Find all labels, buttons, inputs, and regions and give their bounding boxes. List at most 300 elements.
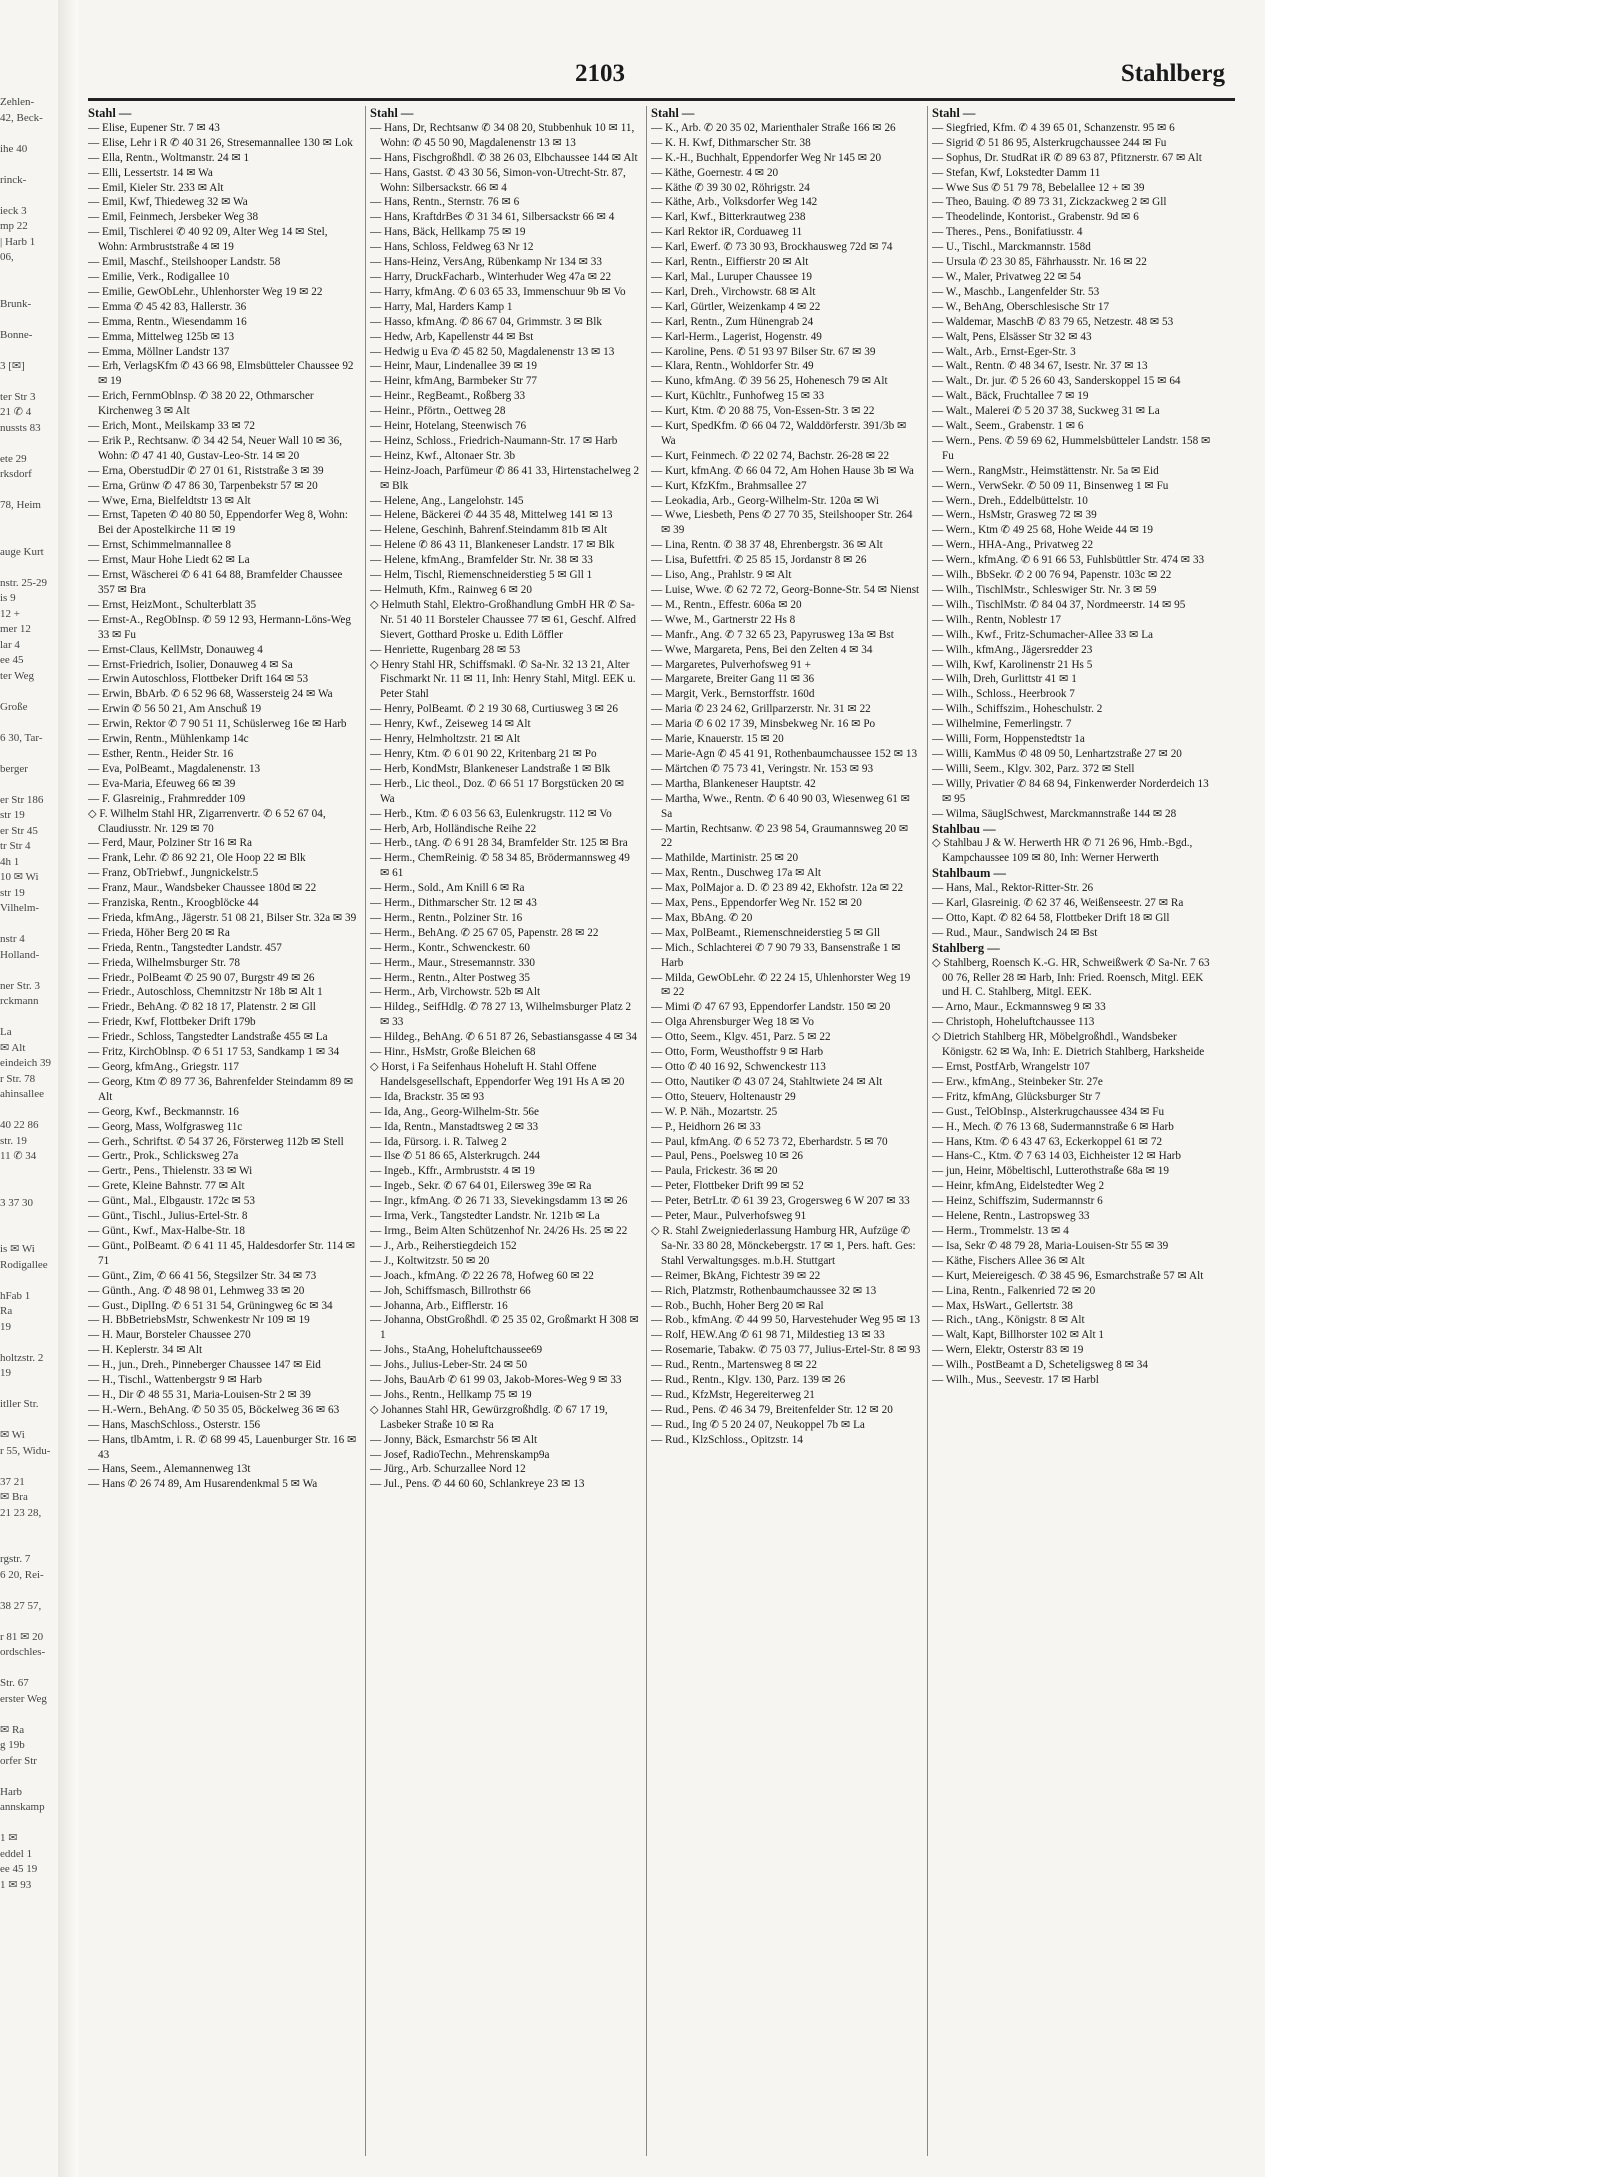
directory-entry: — J., Arb., Reiherstiegdeich 152 [370,1239,517,1252]
directory-entry: — Hans, Seem., Alemannenweg 13t [88,1463,251,1476]
directory-entry: — Rob., kfmAng. ✆ 44 99 50, Harvestehuder Weg 95 ✉ 13 [651,1314,921,1327]
directory-entry: — Wilh., Schiffszim., Hoheschulstr. 2 [932,703,1103,716]
directory-entry: — Heinz, Kwf., Altonaer Str. 3b [370,449,516,462]
previous-page-line [0,1413,52,1429]
previous-page-line [0,1521,52,1537]
directory-entry: — Kurt, Feinmech. ✆ 22 02 74, Bachstr. 26-28 ✉ 22 [651,449,890,462]
directory-entry: — Erwin, BbArb. ✆ 6 52 96 68, Wassersteig 24 ✉ Wa [88,688,333,701]
directory-entry: — Frieda, kfmAng., Jägerstr. 51 08 21, Bilser Str. 32a ✉ 39 [88,911,357,924]
directory-entry: — Henry, PolBeamt. ✆ 2 19 30 68, Curtiusweg 3 ✉ 26 [370,703,618,716]
directory-entry: — Henriette, Rugenbarg 28 ✉ 53 [370,643,521,656]
directory-entry: — Günt., Zim, ✆ 66 41 56, Stegsilzer Str. 34 ✉ 73 [88,1269,317,1282]
previous-page-line [0,917,52,933]
previous-page-line: ✉ Bra [0,1491,28,1503]
previous-page-line: Zehlen- [0,96,35,108]
previous-page-line: 6 20, Rei- [0,1568,44,1581]
previous-page-line: orfer Str [0,1754,37,1767]
directory-entry: — Lina, Rentn. ✆ 38 37 48, Ehrenbergstr. 36 ✉ Alt [651,539,883,552]
previous-page-line: nstr. 25-29 [0,576,48,589]
previous-page-line [0,1816,52,1832]
directory-entry: — J., Koltwitzstr. 50 ✉ 20 [370,1254,490,1267]
directory-entry: — Herb., Lic theol., Doz. ✆ 66 51 17 Borgstücken 20 ✉ Wa [370,777,625,805]
previous-page-line: r Str. 78 [0,1072,36,1085]
directory-entry: — Wilh., Kwf., Fritz-Schumacher-Allee 33 ✉ La [932,628,1153,641]
previous-page-line: 10 ✉ Wi [0,871,39,883]
directory-entry: — Friedr, Kwf, Flottbeker Drift 179b [88,1016,256,1029]
directory-entry: — Klara, Rentn., Wohldorfer Str. 49 [651,360,814,373]
directory-entry: — Ernst-A., RegObInsp. ✆ 59 12 93, Hermann-Löns-Weg 33 ✉ Fu [88,613,351,641]
directory-entry: — Gust., TelObInsp., Alsterkrugchaussee 434 ✉ Fu [932,1105,1165,1118]
directory-entry: — Hans, Fischgroßhdl. ✆ 38 26 03, Elbchaussee 144 ✉ Alt [370,151,638,164]
directory-entry: — Karl, Rentn., Zum Hünengrab 24 [651,315,814,328]
previous-page-line: | Harb 1 [0,235,36,248]
directory-entry: — Wwe, Liesbeth, Pens ✆ 27 70 35, Steilshooper Str. 264 ✉ 39 [651,509,913,537]
previous-page-line: 11 ✆ 34 [0,1150,37,1162]
directory-entry: — Wilh., Mus., Seevestr. 17 ✉ Harbl [932,1374,1099,1387]
directory-entry: — Günt., Kwf., Max-Halbe-Str. 18 [88,1224,245,1237]
previous-page-line: annskamp [0,1801,45,1813]
previous-page-line: rgstr. 7 [0,1553,31,1565]
previous-page-line [0,1103,52,1119]
directory-entry: — Hans, MaschSchloss., Osterstr. 156 [88,1418,261,1431]
directory-entry: — Lina, Rentn., Falkenried 72 ✉ 20 [932,1284,1096,1297]
directory-entry: — Irma, Verk., Tangstedter Landstr. Nr. 121b ✉ La [370,1210,600,1223]
directory-columns [88,106,1225,2166]
directory-entry: — Herm., BehAng. ✆ 25 67 05, Papenstr. 28 ✉ 22 [370,926,599,939]
directory-entry: — Martha, Blankeneser Hauptstr. 42 [651,777,816,790]
previous-page-line: str 19 [0,886,25,899]
directory-entry: — Ida, Brackstr. 35 ✉ 93 [370,1090,485,1103]
directory-entry: — Märtchen ✆ 75 73 41, Veringstr. Nr. 153 ✉ 93 [651,762,874,775]
directory-entry: — Erh, VerlagsKfm ✆ 43 66 98, Elmsbütteler Chaussee 92 ✉ 19 [88,360,354,388]
previous-page-line: 19 [0,1367,11,1379]
previous-page-line [0,963,52,979]
directory-entry: — Gertr., Prok., Schlicksweg 27a [88,1150,239,1163]
directory-entry: — Milda, GewObLehr. ✆ 22 24 15, Uhlenhorster Weg 19 ✉ 22 [651,971,911,999]
previous-page-line [0,1614,52,1630]
previous-page-line [0,266,52,282]
directory-entry: — W., BehAng, Oberschlesische Str 17 [932,300,1110,313]
directory-entry: — Henry, Ktm. ✆ 6 01 90 22, Kritenbarg 21 ✉ Po [370,747,597,760]
previous-page-line: holtzstr. 2 [0,1351,44,1364]
directory-entry: — Otto, Seem., Klgv. 451, Parz. 5 ✉ 22 [651,1031,831,1044]
directory-entry: — Helene, Rentn., Lastropsweg 33 [932,1210,1090,1223]
directory-entry: — Ferd, Maur, Polziner Str 16 ✉ Ra [88,837,252,850]
directory-entry: — Ida, Fürsorg. i. R. Talweg 2 [370,1135,507,1148]
previous-page-line: ✉ Alt [0,1041,26,1054]
directory-entry: ◇ Helmuth Stahl, Elektro-Großhandlung GmbH HR ✆ Sa-Nr. 51 40 11 Borsteler Chaussee 77 ✉ 61, Geschf. Alfred Sievert, Gotthard Proske u. Edith Löffler [370,598,636,641]
directory-entry: — Max, PolBeamt., Riemenschneiderstieg 5 ✉ Gll [651,926,881,939]
previous-page-line: 78, Heim [0,499,41,511]
directory-entry: — Emil, Tischlerei ✆ 40 92 09, Alter Weg 14 ✉ Stel, Wohn: Armbruststraße 4 ✉ 19 [88,226,328,254]
directory-entry: — Margit, Verk., Bernstorffstr. 160d [651,688,815,701]
directory-entry: — Isa, Sekr ✆ 48 79 28, Maria-Louisen-Str 55 ✉ 39 [932,1239,1169,1252]
previous-page-line [0,746,52,762]
directory-entry: — Hans, KraftdrBes ✆ 31 34 61, Silbersackstr 66 ✉ 4 [370,211,615,224]
directory-entry: — Wern., Dreh., Eddelbüttelstr. 10 [932,494,1088,507]
directory-entry: — Theres., Pens., Bonifatiusstr. 4 [932,226,1083,239]
previous-page-line: 37 21 [0,1475,25,1488]
previous-page-line [0,281,52,297]
previous-page-line: 6 30, Tar- [0,731,43,744]
previous-page-line: ter Str 3 [0,390,36,403]
directory-entry: — Manfr., Ang. ✆ 7 32 65 23, Papyrusweg 13a ✉ Bst [651,628,894,641]
previous-page-fragment [0,95,52,1893]
directory-entry: — Peter, BetrLtr. ✆ 61 39 23, Grogersweg 6 W 207 ✉ 33 [651,1195,910,1208]
directory-entry: — Ella, Rentn., Woltmanstr. 24 ✉ 1 [88,151,250,164]
directory-entry: — Frieda, Wilhelmsburger Str. 78 [88,956,241,969]
directory-entry: — Maria ✆ 6 02 17 39, Minsbekweg Nr. 16 ✉ Po [651,718,876,731]
directory-entry: — Hans-Heinz, VersAng, Rübenkamp Nr 134 ✉ 33 [370,256,602,269]
previous-page-line [0,1459,52,1475]
directory-entry: — Ernst, HeizMont., Schulterblatt 35 [88,598,257,611]
directory-entry: — Erw., kfmAng., Steinbeker Str. 27e [932,1075,1103,1088]
directory-entry: — Jul., Pens. ✆ 44 60 60, Schlankreye 23 ✉ 13 [370,1478,585,1491]
directory-entry: — Theo, Bauing. ✆ 89 73 31, Zickzackweg 2 ✉ Gll [932,196,1167,209]
directory-entry: — Willy, Privatier ✆ 84 68 94, Finkenwerder Norderdeich 13 ✉ 95 [932,777,1209,805]
directory-entry: ◇ Horst, i Fa Seifenhaus Hoheluft H. Stahl Offene Handelsgesellschaft, Eppendorfer Weg 191 Hs A ✉ 20 [370,1061,625,1088]
previous-page-line: 06, [0,251,14,263]
directory-entry: — Franziska, Rentn., Kroogblöcke 44 [88,897,259,910]
directory-entry: — Johs, BauArb ✆ 61 99 03, Jakob-Mores-Weg 9 ✉ 33 [370,1374,622,1387]
directory-entry: — Emma, Möllner Landstr 137 [88,345,230,358]
directory-entry: — Georg, kfmAng., Griegstr. 117 [88,1061,240,1073]
directory-entry: — Mimi ✆ 47 67 93, Eppendorfer Landstr. 150 ✉ 20 [651,1001,891,1014]
directory-entry: — Emilie, Verk., Rodigallee 10 [88,270,230,283]
previous-page-line [0,1707,52,1723]
directory-entry: — Helene, Geschinh, Bahrenf.Steindamm 81b ✉ Alt [370,524,608,537]
directory-entry: — Otto, Nautiker ✆ 43 07 24, Stahltwiete 24 ✉ Alt [651,1075,883,1088]
previous-page-line: eddel 1 [0,1847,33,1860]
directory-entry: — Walt, Pens, Elsässer Str 32 ✉ 43 [932,330,1092,343]
directory-entry: — Hedwig u Eva ✆ 45 82 50, Magdalenenstr 13 ✉ 13 [370,345,615,358]
directory-entry: — Paula, Frickestr. 36 ✉ 20 [651,1165,778,1178]
directory-entry: — Herm., Kontr., Schwenckestr. 60 [370,941,531,954]
directory-entry: — Wilh., PostBeamt a D, Scheteligsweg 8 ✉ 34 [932,1359,1148,1372]
directory-entry: — Maria ✆ 23 24 62, Grillparzerstr. Nr. 31 ✉ 22 [651,703,871,716]
previous-page-line: rksdorf [0,468,32,480]
directory-entry: — Max, PolMajor a. D. ✆ 23 89 42, Ekhofstr. 12a ✉ 22 [651,882,904,895]
previous-page-line: 1 ✉ [0,1832,18,1844]
directory-entry: — Heinr, Maur, Lindenallee 39 ✉ 19 [370,360,537,373]
directory-entry: — Henry, Helmholtzstr. 21 ✉ Alt [370,733,521,746]
previous-page-line: g 19b [0,1739,25,1751]
directory-entry: — Herm., Maur., Stresemannstr. 330 [370,956,535,969]
directory-entry: — H. Maur, Borsteler Chaussee 270 [88,1329,251,1342]
previous-page-line: Str. 67 [0,1677,29,1689]
previous-page-line: mer 12 [0,623,31,635]
directory-entry: — Gerh., Schriftst. ✆ 54 37 26, Försterweg 112b ✉ Stell [88,1135,344,1148]
directory-entry: — Wern., kfmAng. ✆ 6 91 66 53, Fuhlsbüttler Str. 474 ✉ 33 [932,554,1205,567]
previous-page-line: Brunk- [0,297,32,310]
previous-page-line [0,529,52,545]
directory-entry: — Heinr, Hotelang, Steenwisch 76 [370,420,527,433]
directory-entry: — Karl, Dreh., Virchowstr. 68 ✉ Alt [651,285,816,298]
previous-page-line: Rodigallee [0,1258,48,1271]
directory-entry: — K., Arb. ✆ 20 35 02, Marienthaler Straße 166 ✉ 26 [651,121,896,134]
directory-entry: — Georg, Kwf., Beckmannstr. 16 [88,1105,239,1118]
directory-entry: — Wilh., Schloss., Heerbrook 7 [932,688,1075,701]
previous-page-line: rckmann [0,995,39,1007]
directory-entry: ◇ R. Stahl Zweigniederlassung Hamburg HR, Aufzüge ✆ Sa-Nr. 33 80 28, Mönckebergstr. 17 ✉ 1, Pers. haft. Ges: Stahl Verwaltungsges. m.b.H. Stuttgart [651,1224,916,1267]
previous-page-line: erster Weg [0,1692,47,1705]
previous-page-line: str 19 [0,809,25,821]
directory-entry: — Otto, Form, Weusthoffstr 9 ✉ Harb [651,1046,824,1059]
directory-entry: — Herm., Dithmarscher Str. 12 ✉ 43 [370,897,537,910]
directory-entry: — Herm., Trommelstr. 13 ✉ 4 [932,1224,1069,1237]
directory-entry: — Grete, Kleine Bahnstr. 77 ✉ Alt [88,1180,245,1193]
directory-entry: — P., Heidhorn 26 ✉ 33 [651,1120,761,1133]
directory-entry: — U., Tischl., Marckmannstr. 158d [932,241,1091,254]
previous-page-line: auge Kurt [0,545,44,558]
directory-entry: — Eva, PolBeamt., Magdalenenstr. 13 [88,762,261,775]
directory-entry: — Gertr., Pens., Thielenstr. 33 ✉ Wi [88,1165,253,1178]
directory-entry: — Wwe Sus ✆ 51 79 78, Bebelallee 12 + ✉ 39 [932,181,1145,194]
header-rule [88,98,1235,101]
previous-page-line: 3 [✉] [0,359,25,372]
directory-entry: — Helmuth, Kfm., Rainweg 6 ✉ 20 [370,584,532,596]
previous-page-line: 1 ✉ 93 [0,1878,32,1891]
directory-entry: — W., Maler, Privatweg 22 ✉ 54 [932,270,1082,283]
directory-entry: — Ernst, Schimmelmannallee 8 [88,539,231,552]
directory-entry: — Georg, Mass, Wolfgrasweg 11c [88,1120,243,1133]
previous-page-line: Große [0,700,28,713]
directory-entry: — Hans, Schloss, Feldweg 63 Nr 12 [370,241,534,254]
directory-entry: — Ernst, Maur Hohe Liedt 62 ✉ La [88,554,250,567]
directory-entry: — Rolf, HEW.Ang ✆ 61 98 71, Mildestieg 13 ✉ 33 [651,1329,885,1342]
previous-page-line [0,1010,52,1026]
directory-entry: — Friedr., PolBeamt ✆ 25 90 07, Burgstr 49 ✉ 26 [88,971,315,984]
directory-entry: — Käthe, Fischers Allee 36 ✉ Alt [932,1254,1085,1267]
previous-page-line: berger [0,762,28,775]
previous-page-line [0,1769,52,1785]
directory-entry: — Elise, Eupener Str. 7 ✉ 43 [88,121,220,134]
directory-entry: — Hans, Gastst. ✆ 43 30 56, Simon-von-Utrecht-Str. 87, Wohn: Silbersackstr. 66 ✉ 4 [370,166,626,194]
directory-entry: — Johs., StaAng, Hoheluftchaussee69 [370,1344,543,1357]
previous-page-line: itller Str. [0,1398,39,1410]
directory-entry: — Irmg., Beim Alten Schützenhof Nr. 24/26 Hs. 25 ✉ 22 [370,1224,628,1237]
directory-entry: — Willi, Seem., Klgv. 302, Parz. 372 ✉ Stell [932,762,1135,775]
directory-entry: ◇ Stahlberg, Roensch K.-G. HR, Schweißwerk ✆ Sa-Nr. 7 63 00 76, Reller 28 ✉ Harb, Inh: Fried. Roensch, Mitgl. EEK und H. C. Stahlberg, Mitgl. EEK. [932,956,1210,999]
directory-entry: — Herm., Rentn., Alter Postweg 35 [370,971,531,984]
directory-entry: — Karl, Glasreinig. ✆ 62 37 46, Weißenseestr. 27 ✉ Ra [932,897,1184,910]
directory-entry: — Helene, Ang., Langelohstr. 145 [370,494,524,507]
previous-page-line: ahinsallee [0,1088,44,1100]
previous-page-line: ✉ Ra [0,1723,25,1736]
directory-entry: — Wern., HsMstr, Grasweg 72 ✉ 39 [932,509,1097,522]
previous-page-line: ordschles- [0,1646,46,1658]
directory-entry: — H.-Wern., BehAng. ✆ 50 35 05, Böckelweg 36 ✉ 63 [88,1403,340,1416]
directory-entry: — Wilhelmine, Femerlingstr. 7 [932,718,1072,731]
section-heading: Stahl — [932,106,976,120]
directory-entry: — Frieda, Höher Berg 20 ✉ Ra [88,926,230,939]
previous-page-line: rinck- [0,173,27,186]
previous-page-line: r 55, Widu- [0,1444,51,1457]
previous-page-line: ete 29 [0,452,27,465]
directory-entry: — Johs., Rentn., Hellkamp 75 ✉ 19 [370,1388,532,1401]
directory-entry: — Emil, Kwf, Thiedeweg 32 ✉ Wa [88,196,248,209]
directory-entry: — Herm., ChemReinig. ✆ 58 34 85, Brödermannsweg 49 ✉ 61 [370,852,630,880]
directory-entry: — Otto, Kapt. ✆ 82 64 58, Flottbeker Drift 18 ✉ Gll [932,911,1170,924]
directory-entry: — Marie-Agn ✆ 45 41 91, Rothenbaumchaussee 152 ✉ 13 [651,747,918,760]
directory-entry: — Wwe, Erna, Bielfeldtstr 13 ✉ Alt [88,494,251,507]
section-heading: Stahl — [88,106,132,120]
page-number: 2103 [575,60,625,87]
directory-entry: — Leokadia, Arb., Georg-Wilhelm-Str. 120a ✉ Wi [651,494,880,507]
section-heading: Stahlbaum — [932,866,1006,881]
directory-entry: — Elise, Lehr i R ✆ 40 31 26, Stresemannallee 130 ✉ Lok [88,136,353,149]
directory-entry: — Erwin, Rektor ✆ 7 90 51 11, Schüslerweg 16e ✉ Harb [88,718,347,731]
previous-page-line: ieck 3 [0,204,27,217]
directory-entry: — Hildeg., BehAng. ✆ 6 51 87 26, Sebastiansgasse 4 ✉ 34 [370,1031,638,1044]
directory-entry: — Erich, FernmOblnsp. ✆ 38 20 22, Othmarscher Kirchenweg 3 ✉ Alt [88,390,314,418]
directory-entry: — Hans, Bäck, Hellkamp 75 ✉ 19 [370,226,526,239]
previous-page-line: ee 45 19 [0,1863,38,1875]
previous-page-line: is 9 [0,592,16,604]
directory-entry: — Ida, Rentn., Manstadtsweg 2 ✉ 33 [370,1120,539,1133]
directory-entry: — Kurt, SpedKfm. ✆ 66 04 72, Walddörferstr. 391/3b ✉ Wa [651,420,907,447]
directory-entry: — Peter, Maur., Pulverhofsweg 91 [651,1210,807,1223]
directory-entry: — Ernst-Friedrich, Isolier, Donauweg 4 ✉ Sa [88,658,293,671]
directory-entry: — Friedr., Schloss, Tangstedter Landstraße 455 ✉ La [88,1031,328,1044]
directory-entry: — Rud., Rentn., Martensweg 8 ✉ 22 [651,1359,817,1372]
directory-entry: — Walt., Rentn. ✆ 48 34 67, Isestr. Nr. 37 ✉ 13 [932,360,1148,373]
directory-entry: — Ingr., kfmAng. ✆ 26 71 33, Sievekingsdamm 13 ✉ 26 [370,1195,628,1208]
directory-entry: — Harry, DruckFacharb., Winterhuder Weg 47a ✉ 22 [370,270,612,283]
previous-page-line: nussts 83 [0,421,41,434]
directory-entry: — Rich, Platzmstr, Rothenbaumchaussee 32 ✉ 13 [651,1284,877,1297]
directory-entry: — Liso, Ang., Prahlstr. 9 ✉ Alt [651,569,792,582]
column-2 [370,106,640,2166]
previous-page-line: 4h 1 [0,855,20,868]
directory-entry: — jun, Heinr, Möbeltischl, Lutterothstraße 68a ✉ 19 [932,1165,1169,1178]
directory-entry: — Jürg., Arb. Schurzallee Nord 12 [370,1463,526,1476]
directory-entry: — Wilh., TischlMstr. ✆ 84 04 37, Nordmeerstr. 14 ✉ 95 [932,598,1186,611]
directory-entry: — Heinr., RegBeamt., Roßberg 33 [370,390,526,403]
directory-entry: — Herm., Arb, Virchowstr. 52b ✉ Alt [370,986,541,999]
directory-entry: — K. H. Kwf, Dithmarscher Str. 38 [651,136,811,149]
previous-page-line [0,514,52,530]
directory-entry: — Ursula ✆ 23 30 85, Fährhausstr. Nr. 16 ✉ 22 [932,256,1147,269]
directory-entry: — Elli, Lessertstr. 14 ✉ Wa [88,166,213,179]
directory-entry: — Mich., Schlachterei ✆ 7 90 79 33, Bansenstraße 1 ✉ Harb [651,941,901,969]
directory-entry: — Fritz, kfmAng, Glücksburger Str 7 [932,1090,1101,1103]
directory-entry: — Mathilde, Martinistr. 25 ✉ 20 [651,852,799,865]
directory-entry: — Helene, kfmAng., Bramfelder Str. Nr. 38 ✉ 33 [370,554,593,567]
directory-entry: — Paul, kfmAng. ✆ 6 52 73 72, Eberhardstr. 5 ✉ 70 [651,1135,888,1148]
directory-entry: — Karoline, Pens. ✆ 51 93 97 Bilser Str. 67 ✉ 39 [651,345,876,358]
previous-page-line [0,483,52,499]
directory-entry: — Walt., Bäck, Fruchtallee 7 ✉ 19 [932,390,1089,403]
directory-entry: — Herm., Sold., Am Knill 6 ✉ Ra [370,882,525,895]
directory-entry: — Martin, Rechtsanw. ✆ 23 98 54, Graumannsweg 20 ✉ 22 [651,822,909,850]
directory-entry: — Emma, Rentn., Wiesendamm 16 [88,315,247,328]
directory-entry: — Hasso, kfmAng. ✆ 86 67 04, Grimmstr. 3 ✉ Blk [370,315,602,328]
directory-entry: — H., Mech. ✆ 76 13 68, Sudermannstraße 6 ✉ Harb [932,1120,1174,1133]
directory-entry: — Esther, Rentn., Heider Str. 16 [88,747,234,760]
directory-entry: — Eva-Maria, Efeuweg 66 ✉ 39 [88,777,236,790]
directory-entry: — Henry, Kwf., Zeiseweg 14 ✉ Alt [370,718,531,731]
directory-entry: — Fritz, KirchOblnsp. ✆ 6 51 17 53, Sandkamp 1 ✉ 34 [88,1046,340,1059]
directory-entry: — Erik P., Rechtsanw. ✆ 34 42 54, Neuer Wall 10 ✉ 36, Wohn: ✆ 47 41 40, Gustav-Leo-Str. 14 ✉ 20 [88,434,342,462]
directory-entry: — Herb, KondMstr, Blankeneser Landstraße 1 ✉ Blk [370,762,611,775]
directory-entry: — Heinr, kfmAng, Barmbeker Str 77 [370,375,538,388]
directory-entry: — Erich, Mont., Meilskamp 33 ✉ 72 [88,420,255,433]
directory-entry: — Frank, Lehr. ✆ 86 92 21, Ole Hoop 22 ✉ Blk [88,852,306,865]
directory-entry: — Erwin, Rentn., Mühlenkamp 14c [88,733,249,746]
previous-page-line: 21 23 28, [0,1506,42,1519]
directory-entry: — Max, Rentn., Duschweg 17a ✉ Alt [651,867,822,880]
previous-page-line: lar 4 [0,638,20,651]
page-gutter [58,0,78,2177]
previous-page-line [0,374,52,390]
directory-entry: — Christoph, Hoheluftchaussee 113 [932,1016,1095,1029]
directory-entry: — Wilh, Kwf, Karolinenstr 21 Hs 5 [932,658,1093,671]
directory-entry: — Günt., PolBeamt. ✆ 6 41 11 45, Haldesdorfer Str. 114 ✉ 71 [88,1239,356,1267]
previous-page-line [0,560,52,576]
directory-entry: — Karl, Rentn., Eiffierstr 20 ✉ Alt [651,256,809,269]
directory-entry: — Kurt, Ktm. ✆ 20 88 75, Von-Essen-Str. 3 ✉ 22 [651,405,875,418]
directory-entry: — Emil, Kieler Str. 233 ✉ Alt [88,181,224,194]
previous-page-line: 21 ✆ 4 [0,406,32,418]
previous-page-line: ✉ Wi [0,1429,25,1441]
directory-entry: — Kurt, Meiereigesch. ✆ 38 45 96, Esmarchstraße 57 ✉ Alt [932,1269,1204,1282]
directory-entry: — Emilie, GewObLehr., Uhlenhorster Weg 19 ✉ 22 [88,285,323,298]
directory-entry: — Johanna, Arb., Eifflerstr. 16 [370,1299,508,1312]
previous-page-line [0,1382,52,1398]
directory-entry: — Wern., Pens. ✆ 59 69 62, Hummelsbütteler Landstr. 158 ✉ Fu [932,434,1211,462]
directory-entry: — Herb., Ktm. ✆ 6 03 56 63, Eulenkrugstr. 112 ✉ Vo [370,807,612,820]
previous-page-line [0,1180,52,1196]
directory-entry: — Hildeg., SeifHdlg. ✆ 78 27 13, Wilhelmsburger Platz 2 ✉ 33 [370,1001,632,1029]
previous-page-line: r 81 ✉ 20 [0,1630,44,1643]
directory-entry: — Käthe, Goernestr. 4 ✉ 20 [651,166,779,179]
previous-page-line: nstr 4 [0,933,25,945]
previous-page-line [0,684,52,700]
directory-entry: — Willi, Form, Hoppenstedtstr 1a [932,733,1085,746]
previous-page-line [0,343,52,359]
previous-page-line: 12 + [0,607,20,620]
directory-entry: — H., jun., Dreh., Pinneberger Chaussee 147 ✉ Eid [88,1359,321,1372]
directory-entry: — Rud., KfzMstr, Hegereiterweg 21 [651,1388,815,1401]
directory-entry: — Ernst, Wäscherei ✆ 6 41 64 88, Bramfelder Chaussee 357 ✉ Bra [88,569,343,596]
directory-entry: — W. P. Näh., Mozartstr. 25 [651,1105,778,1118]
previous-page-line [0,1661,52,1677]
directory-entry: — Luise, Wwe. ✆ 62 72 72, Georg-Bonne-Str. 54 ✉ Nienst [651,584,920,596]
directory-entry: — Otto ✆ 40 16 92, Schwenckestr 113 [651,1061,826,1073]
directory-entry: — Otto, Steuerv, Holtenaustr 29 [651,1090,796,1103]
directory-entry: — Helm, Tischl, Riemenschneiderstieg 5 ✉ Gll 1 [370,569,593,582]
directory-entry: — Georg, Ktm ✆ 89 77 36, Bahrenfelder Steindamm 89 ✉ Alt [88,1075,354,1103]
directory-entry: — Helene ✆ 86 43 11, Blankeneser Landstr. 17 ✉ Blk [370,539,615,552]
page-margin [1265,0,1600,2177]
directory-entry: — Erna, OberstudDir ✆ 27 01 61, Riststraße 3 ✉ 39 [88,464,324,477]
directory-entry: — Max, BbAng. ✆ 20 [651,911,753,924]
directory-entry: — Walt., Arb., Ernst-Eger-Str. 3 [932,345,1076,358]
directory-entry: — Rud., Maur., Sandwisch 24 ✉ Bst [932,926,1098,939]
directory-entry: — Wern., RangMstr., Heimstättenstr. Nr. 5a ✉ Eid [932,464,1159,477]
previous-page-line: er Str 186 [0,793,44,806]
directory-entry: ◇ Henry Stahl HR, Schiffsmakl. ✆ Sa-Nr. 32 13 21, Alter Fischmarkt Nr. 11 ✉ 11, Inh: Henry Stahl, Mitgl. EEK u. Peter Stahl [370,658,636,701]
directory-entry: — Helene, Bäckerei ✆ 44 35 48, Mittelweg 141 ✉ 13 [370,509,613,522]
previous-page-line: 38 27 57, [0,1599,42,1612]
directory-entry: — M., Rentn., Effestr. 606a ✉ 20 [651,598,802,611]
directory-entry: — Franz, Maur., Wandsbeker Chaussee 180d ✉ 22 [88,882,317,895]
directory-entry: — Karl, Kwf., Bitterkrautweg 238 [651,211,806,224]
directory-entry: — Waldemar, MaschB ✆ 83 79 65, Netzestr. 48 ✉ 53 [932,315,1174,328]
directory-entry: — Emma ✆ 45 42 83, Hallerstr. 36 [88,300,247,313]
directory-entry: — Walt., Seem., Grabenstr. 1 ✉ 6 [932,420,1084,433]
